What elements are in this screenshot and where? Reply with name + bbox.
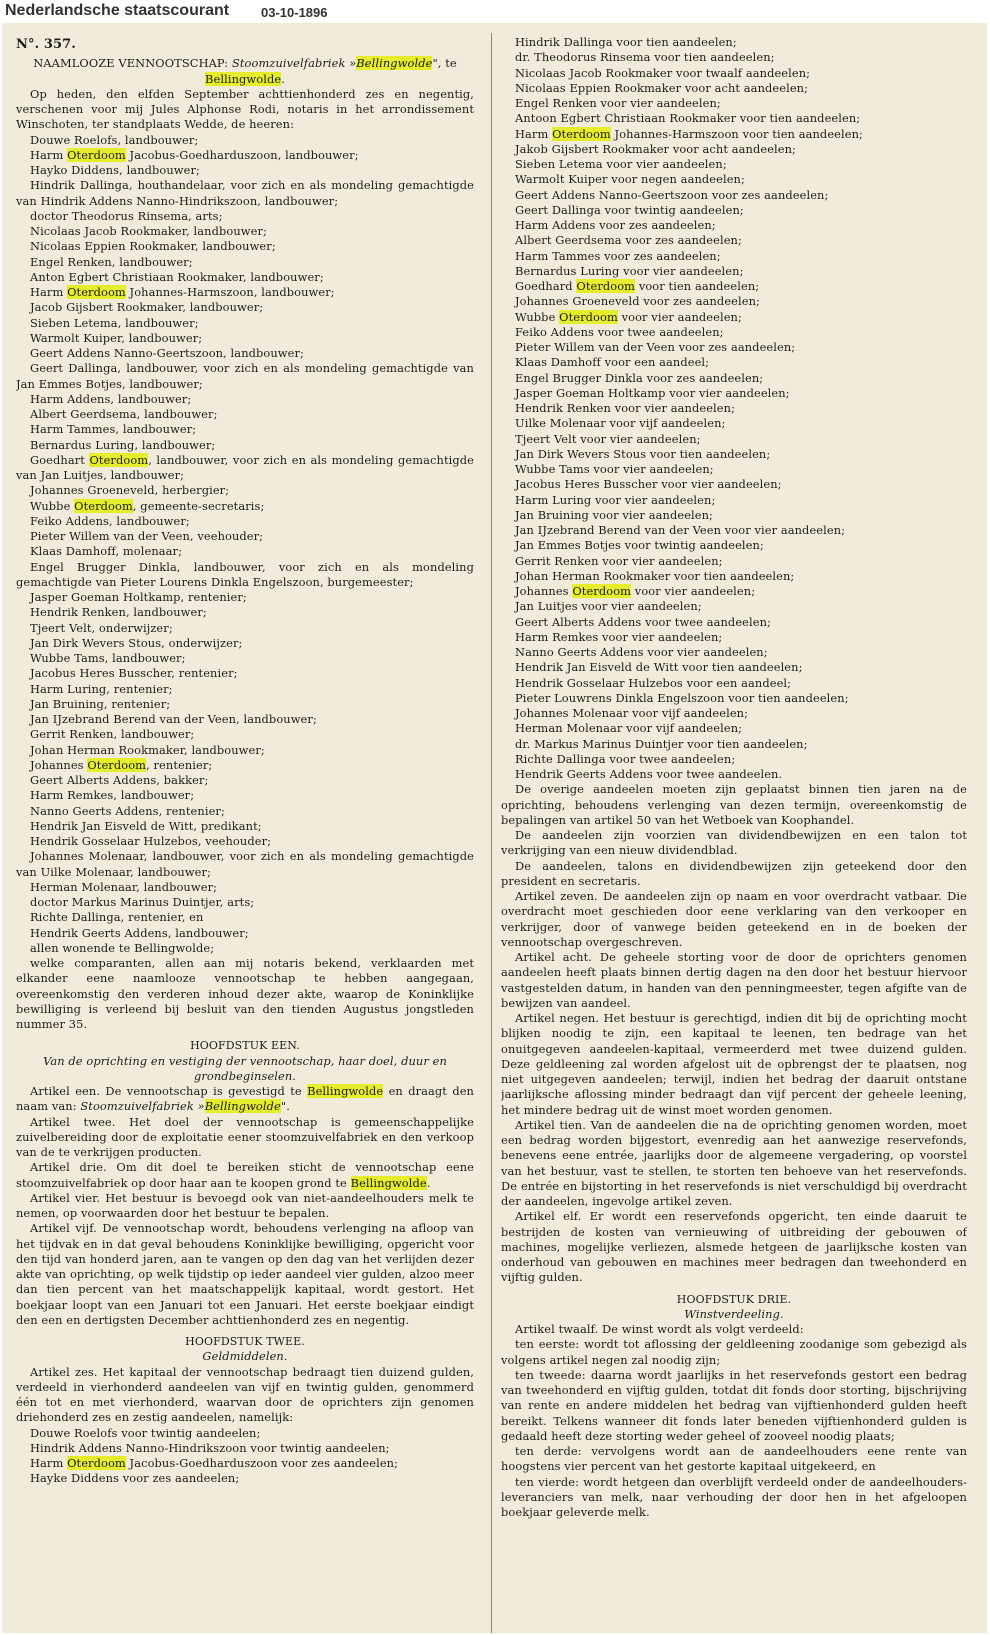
right-paragraph: Harm Luring voor vier aandeelen;: [515, 492, 716, 507]
right-paragraph: Johan Herman Rookmaker voor tien aandeelen;: [515, 568, 795, 583]
column-divider: [491, 33, 492, 1633]
right-paragraph: Antoon Egbert Christiaan Rookmaker voor tien aandeelen;: [515, 111, 861, 126]
left-paragraph: Goedhart Oterdoom, landbouwer, voor zich en als mondeling gemachtigde van Jan Luitjes, landbouwer;: [16, 452, 474, 482]
right-paragraph: Jan IJzebrand Berend van der Veen voor vier aandeelen;: [515, 523, 846, 537]
left-paragraph: Hindrik Dallinga, houthandelaar, voor zich en als mondeling gemachtigde van Hindrik Addens Nanno-Hindrikszoon, landbouwer;: [16, 178, 474, 208]
left-paragraph: Jan IJzebrand Berend van der Veen, landbouwer;: [30, 712, 317, 726]
right-paragraph: Artikel zeven. De aandeelen zijn op naam en voor overdracht vatbaar. Die overdracht moet geschieden door eene verklaring van den verkooper en verkrijger, door of vanwege beiden geteekend en in de boeken der vennootschap overgeschreven.: [501, 889, 967, 949]
left-paragraph: Hindrik Addens Nanno-Hindrikszoon voor twintig aandeelen;: [30, 1440, 390, 1455]
left-paragraph: Jasper Goeman Holtkamp, rentenier;: [30, 590, 247, 604]
left-paragraph: Klaas Damhoff, molenaar;: [30, 544, 183, 559]
left-paragraph: Jan Bruining, rentenier;: [30, 696, 171, 711]
publication-title: Nederlandsche staatscourant: [5, 2, 230, 19]
left-paragraph: Harm Tammes, landbouwer;: [30, 422, 197, 437]
left-paragraph: Johannes Molenaar, landbouwer, voor zich en als mondeling gemachtigde van Uilke Molenaar, landbouwer;: [16, 849, 474, 879]
left-paragraph: NAAMLOOZE VENNOOTSCHAP: Stoomzuivelfabriek »Bellingwolde", te Bellingwolde.: [33, 56, 457, 86]
left-paragraph: Harm Addens, landbouwer;: [30, 391, 192, 406]
left-paragraph: Jan Dirk Wevers Stous, onderwijzer;: [30, 635, 243, 650]
left-paragraph: Bernardus Luring, landbouwer;: [30, 437, 216, 452]
left-paragraph: Albert Geerdsema, landbouwer;: [30, 407, 218, 421]
right-paragraph: Nicolaas Jacob Rookmaker voor twaalf aandeelen;: [515, 65, 811, 80]
right-paragraph: Harm Addens voor zes aandeelen;: [515, 218, 716, 232]
right-paragraph: Johannes Groeneveld voor zes aandeelen;: [515, 294, 760, 309]
left-paragraph: Jacob Gijsbert Rookmaker, landbouwer;: [30, 300, 264, 315]
left-paragraph: Hayko Diddens, landbouwer;: [30, 163, 200, 177]
right-paragraph: Warmolt Kuiper voor negen aandeelen;: [515, 172, 745, 187]
right-paragraph: Artikel acht. De geheele storting voor de door de oprichters genomen aandeelen heeft plaats binnen dertig dagen na den door het bestuur hiervoor vastgestelden datum, in handen van den penningmeester, tegen afgifte van de bewijzen van aandeel.: [501, 950, 967, 1010]
right-paragraph: Nicolaas Eppien Rookmaker voor acht aandeelen;: [515, 80, 809, 95]
right-paragraph: Artikel twaalf. De winst wordt als volgt verdeeld:: [515, 1322, 804, 1336]
right-paragraph: Jakob Gijsbert Rookmaker voor acht aandeelen;: [515, 141, 796, 156]
right-paragraph: ten derde: vervolgens wordt aan de aandeelhouders eene rente van hoogstens vier percent van het gestorte kapitaal uitgekeerd, en: [501, 1444, 967, 1474]
right-paragraph: Johannes Oterdoom voor vier aandeelen;: [515, 584, 756, 598]
left-paragraph: Pieter Willem van der Veen, veehouder;: [30, 529, 264, 543]
left-paragraph: Geert Addens Nanno-Geertszoon, landbouwer;: [30, 346, 304, 360]
right-paragraph: Jan Dirk Wevers Stous voor tien aandeelen;: [515, 446, 771, 461]
right-paragraph: Engel Renken voor vier aandeelen;: [515, 96, 721, 110]
left-paragraph: Op heden, den elfden September achttienhonderd zes en negentig, verschenen voor mij Jules Alphonse Rodi, notaris in het arrondissement Winschoten, ter standplaats Wedde, de heeren:: [16, 86, 474, 132]
right-paragraph: Hindrik Dallinga voor tien aandeelen;: [515, 35, 737, 49]
left-paragraph: Tjeert Velt, onderwijzer;: [30, 620, 173, 635]
left-paragraph: Hayke Diddens voor zes aandeelen;: [30, 1471, 240, 1486]
right-paragraph: De overige aandeelen moeten zijn geplaatst binnen tien jaren na de oprichting, behoudens verlenging van dezen termijn, overeenkomstig de bepalingen van artikel 50 van het Wetboek van Koophandel.: [501, 782, 967, 827]
left-paragraph: HOOFDSTUK EEN.: [190, 1039, 300, 1053]
right-paragraph: Bernardus Luring voor vier aandeelen;: [515, 263, 744, 278]
left-paragraph: Hendrik Renken, landbouwer;: [30, 605, 207, 620]
left-paragraph: Van de oprichting en vestiging der vennootschap, haar doel, duur en grondbeginselen.: [43, 1053, 447, 1083]
left-paragraph: HOOFDSTUK TWEE.: [185, 1335, 305, 1348]
left-paragraph: Anton Egbert Christiaan Rookmaker, landbouwer;: [30, 269, 324, 284]
left-paragraph: Geert Dallinga, landbouwer, voor zich en als mondeling gemachtigde van Jan Emmes Botjes, landbouwer;: [16, 361, 474, 391]
right-paragraph: Feiko Addens voor twee aandeelen;: [515, 324, 724, 339]
left-paragraph: Johannes Groeneveld, herbergier;: [30, 483, 230, 498]
right-paragraph: Albert Geerdsema voor zes aandeelen;: [515, 233, 742, 248]
right-paragraph: Artikel elf. Er wordt een reservefonds opgericht, ten einde daaruit te bestrijden de kosten van vernieuwing of uitbreiding der gebouwen of machines, mogelijke verliezen, alsmede hetgeen de jaarlijksche kosten van onderhoud van gebouwen en machines meer bedragen dan tweehonderd en vijftig gulden.: [501, 1209, 967, 1285]
left-paragraph: Hendrik Jan Eisveld de Witt, predikant;: [30, 818, 262, 833]
left-paragraph: Artikel zes. Het kapitaal der vennootschap bedraagt tien duizend gulden, verdeeld in vierhonderd aandeelen van vijf en twintig gulden, genommerd één tot en met vierhonderd, waarvan door de oprichters zijn genomen driehonderd zes en zestig aandeelen, namelijk:: [16, 1364, 474, 1425]
right-column: [501, 35, 967, 1633]
left-paragraph: Engel Brugger Dinkla, landbouwer, voor zich en als mondeling gemachtigde van Pieter Lourens Dinkla Engelszoon, burgemeester;: [16, 559, 474, 589]
right-paragraph: Wubbe Tams voor vier aandeelen;: [515, 462, 714, 476]
right-paragraph: Winstverdeeling.: [684, 1306, 784, 1321]
right-paragraph: ten vierde: wordt hetgeen dan overblijft verdeeld onder de aandeelhouders-leveranciers van melk, naar verhouding der door hen in het afgeloopen boekjaar geleverde melk.: [501, 1474, 967, 1519]
right-paragraph: dr. Theodorus Rinsema voor tien aandeelen;: [515, 50, 775, 65]
left-paragraph: Nicolaas Eppien Rookmaker, landbouwer;: [30, 239, 276, 254]
left-column: [16, 37, 474, 1633]
left-paragraph: Johannes Oterdoom, rentenier;: [30, 757, 213, 772]
left-paragraph: Wubbe Oterdoom, gemeente-secretaris;: [30, 498, 265, 513]
left-paragraph: Harm Oterdoom Johannes-Harmszoon, landbouwer;: [30, 285, 335, 299]
left-paragraph: Johan Herman Rookmaker, landbouwer;: [30, 742, 265, 757]
left-paragraph: Herman Molenaar, landbouwer;: [30, 879, 218, 894]
right-paragraph: ten eerste: wordt tot aflossing der geldleening zoodanige som gebezigd als volgens artikel negen zal noodig zijn;: [501, 1337, 967, 1367]
right-paragraph: Jacobus Heres Busscher voor vier aandeelen;: [515, 477, 782, 492]
left-paragraph: Feiko Addens, landbouwer;: [30, 513, 190, 528]
left-paragraph: Douwe Roelofs, landbouwer;: [30, 132, 199, 147]
left-paragraph: Harm Luring, rentenier;: [30, 681, 173, 696]
right-paragraph: Pieter Louwrens Dinkla Engelszoon voor tien aandeelen;: [515, 690, 849, 705]
left-paragraph: Engel Renken, landbouwer;: [30, 254, 193, 269]
right-paragraph: dr. Markus Marinus Duintjer voor tien aandeelen;: [515, 736, 808, 751]
right-paragraph: ten tweede: daarna wordt jaarlijks in het reservefonds gestort een bedrag van tweehonderd en vijftig gulden, totdat dit fonds door storting, bijschrijving van rente en andere middelen het bedrag van vijftienhonderd gulden heeft bereikt. Telkens wanneer dit fonds later beneden vijftienhonderd gulden is gedaald heeft deze storting weder geheel of zooveel noodig plaats;: [501, 1367, 967, 1443]
right-paragraph: Jan Bruining voor vier aandeelen;: [515, 507, 713, 522]
left-paragraph: Richte Dallinga, rentenier, en: [30, 910, 204, 925]
right-paragraph: Goedhard Oterdoom voor tien aandeelen;: [515, 279, 760, 293]
right-paragraph: Hendrik Jan Eisveld de Witt voor tien aandeelen;: [515, 660, 803, 675]
left-paragraph: Hendrik Gosselaar Hulzebos, veehouder;: [30, 834, 272, 848]
left-paragraph: Artikel vijf. De vennootschap wordt, behoudens verlenging na afloop van het tijdvak en in dat geval behoudens Koninklijke bewilliging, opgericht voor den tijd van honderd jaren, aan te vangen op den dag van het verlijden dezer akte van oprichting, op welk tijdstip op ieder aandeel vier gulden, alzoo meer dan tien percent van het maatschappelijk kapitaal, wordt gestort. Het boekjaar loopt van een Januari tot een Januari. Het eerste boekjaar eindigt den een en dertigsten December achttienhonderd zes en negentig.: [16, 1221, 474, 1327]
right-paragraph: Engel Brugger Dinkla voor zes aandeelen;: [515, 370, 764, 385]
newspaper-page: [2, 23, 987, 1633]
right-paragraph: Hendrik Renken voor vier aandeelen;: [515, 401, 736, 415]
right-paragraph: Geert Addens Nanno-Geertszoon voor zes aandeelen;: [515, 187, 829, 202]
right-paragraph: HOOFDSTUK DRIE.: [676, 1292, 792, 1306]
left-paragraph: Artikel drie. Om dit doel te bereiken sticht de vennootschap eene stoomzuivelfabriek op door haar aan te koopen grond te Bellingwolde.: [16, 1160, 474, 1190]
right-paragraph: Jan Luitjes voor vier aandeelen;: [515, 599, 702, 614]
issue-number: N°. 357.: [16, 37, 76, 52]
right-paragraph: Johannes Molenaar voor vijf aandeelen;: [515, 706, 749, 720]
right-paragraph: Uilke Molenaar voor vijf aandeelen;: [515, 416, 726, 431]
right-paragraph: Pieter Willem van der Veen voor zes aandeelen;: [515, 340, 796, 354]
left-paragraph: Gerrit Renken, landbouwer;: [30, 727, 195, 742]
right-paragraph: Geert Dallinga voor twintig aandeelen;: [515, 202, 744, 217]
left-paragraph: Geldmiddelen.: [202, 1349, 288, 1364]
right-paragraph: De aandeelen zijn voorzien van dividendbewijzen en een talon tot verkrijging van een nieuw dividendblad.: [501, 828, 967, 858]
left-paragraph: doctor Markus Marinus Duintjer, arts;: [30, 895, 255, 909]
right-paragraph: Hendrik Gosselaar Hulzebos voor een aandeel;: [515, 675, 792, 690]
right-paragraph: Geert Alberts Addens voor twee aandeelen;: [515, 614, 771, 629]
right-paragraph: Harm Remkes voor vier aandeelen;: [515, 629, 723, 644]
right-paragraph: Jasper Goeman Holtkamp voor vier aandeelen;: [515, 385, 790, 400]
right-paragraph: Herman Molenaar voor vijf aandeelen;: [515, 721, 743, 736]
right-paragraph: Richte Dallinga voor twee aandeelen;: [515, 751, 736, 766]
left-paragraph: allen wonende te Bellingwolde;: [30, 940, 215, 955]
left-paragraph: Nanno Geerts Addens, rentenier;: [30, 803, 225, 818]
left-paragraph: Geert Alberts Addens, bakker;: [30, 773, 209, 787]
left-paragraph: Artikel een. De vennootschap is gevestigd te Bellingwolde en draagt den naam van: Stoomzuivelfabriek »Bellingwolde".: [16, 1084, 474, 1114]
left-paragraph: Wubbe Tams, landbouwer;: [30, 651, 186, 665]
left-paragraph: Artikel twee. Het doel der vennootschap is gemeenschappelijke zuivelbereiding door de exploitatie eener stoomzuivelfabriek en den verkoop van de te verkrijgen producten.: [16, 1114, 474, 1159]
left-paragraph: doctor Theodorus Rinsema, arts;: [30, 208, 223, 223]
left-paragraph: Harm Oterdoom Jacobus-Goedharduszoon, landbouwer;: [30, 147, 359, 162]
right-paragraph: Tjeert Velt voor vier aandeelen;: [515, 431, 701, 446]
right-paragraph: Harm Oterdoom Johannes-Harmszoon voor tien aandeelen;: [515, 126, 863, 141]
right-paragraph: Wubbe Oterdoom voor vier aandeelen;: [515, 309, 742, 324]
left-paragraph: Nicolaas Jacob Rookmaker, landbouwer;: [30, 224, 267, 238]
right-paragraph: Hendrik Geerts Addens voor twee aandeelen.: [515, 767, 783, 781]
right-paragraph: Harm Tammes voor zes aandeelen;: [515, 248, 721, 263]
left-paragraph: Hendrik Geerts Addens, landbouwer;: [30, 925, 249, 940]
right-paragraph: Gerrit Renken voor vier aandeelen;: [515, 553, 723, 568]
right-paragraph: Sieben Letema voor vier aandeelen;: [515, 157, 727, 171]
right-paragraph: De aandeelen, talons en dividendbewijzen zijn geteekend door den president en secretaris.: [501, 858, 967, 888]
left-paragraph: Harm Remkes, landbouwer;: [30, 788, 195, 803]
right-paragraph: Jan Emmes Botjes voor twintig aandeelen;: [515, 538, 764, 553]
right-paragraph: Klaas Damhoff voor een aandeel;: [515, 355, 710, 370]
left-paragraph: Douwe Roelofs voor twintig aandeelen;: [30, 1425, 261, 1440]
right-paragraph: Artikel tien. Van de aandeelen die na de oprichting genomen worden, moet een bedrag worden bijgestort, evenredig aan het aanwezige reservefonds, benevens eene entrée, jaarlijks door de algemeene vergadering, op voorstel van het bestuur, vast te stellen, te storten ten behoeve van het reservefonds. De entrée en bijstorting in het reservefonds is niet verschuldigd bij overdracht der aandeelen, ingevolge artikel zeven.: [501, 1117, 967, 1208]
left-paragraph: Jacobus Heres Busscher, rentenier;: [30, 666, 238, 681]
left-paragraph: Artikel vier. Het bestuur is bevoegd ook van niet-aandeelhouders melk te nemen, op voorwaarden door het bestuur te bepalen.: [16, 1190, 474, 1220]
right-paragraph: Nanno Geerts Addens voor vier aandeelen;: [515, 645, 768, 659]
left-paragraph: Warmolt Kuiper, landbouwer;: [30, 330, 203, 345]
left-paragraph: welke comparanten, allen aan mij notaris bekend, verklaarden met elkander eene naamlooze vennootschap te hebben aangegaan, overeenkomstig den verderen inhoud dezer akte, waarop de Koninklijke bewilliging is verleend bij besluit van den tienden Augustus jongstleden nummer 35.: [16, 956, 474, 1031]
left-paragraph: Harm Oterdoom Jacobus-Goedharduszoon voor zes aandeelen;: [30, 1456, 399, 1470]
right-paragraph: Artikel negen. Het bestuur is gerechtigd, indien dit bij de oprichting mocht blijken noodig te zijn, een kapitaal te leenen, ten bedrage van het onuitgegeven aandeelen-kapitaal, vermeerderd met twee duizend gulden. Deze geldleening zal worden afgelost uit de opbrengst der te plaatsen, nog niet uitgegeven aandeelen; terwijl, indien het bedrag der daaruit ontstane jaarlijksche aflossing minder bedraagt dan vijf percent der geheele leening, het mindere bedrag uit de winst moet worden genomen.: [501, 1011, 967, 1117]
left-paragraph: Sieben Letema, landbouwer;: [30, 315, 199, 330]
publication-date: 03-10-1896: [261, 5, 328, 20]
